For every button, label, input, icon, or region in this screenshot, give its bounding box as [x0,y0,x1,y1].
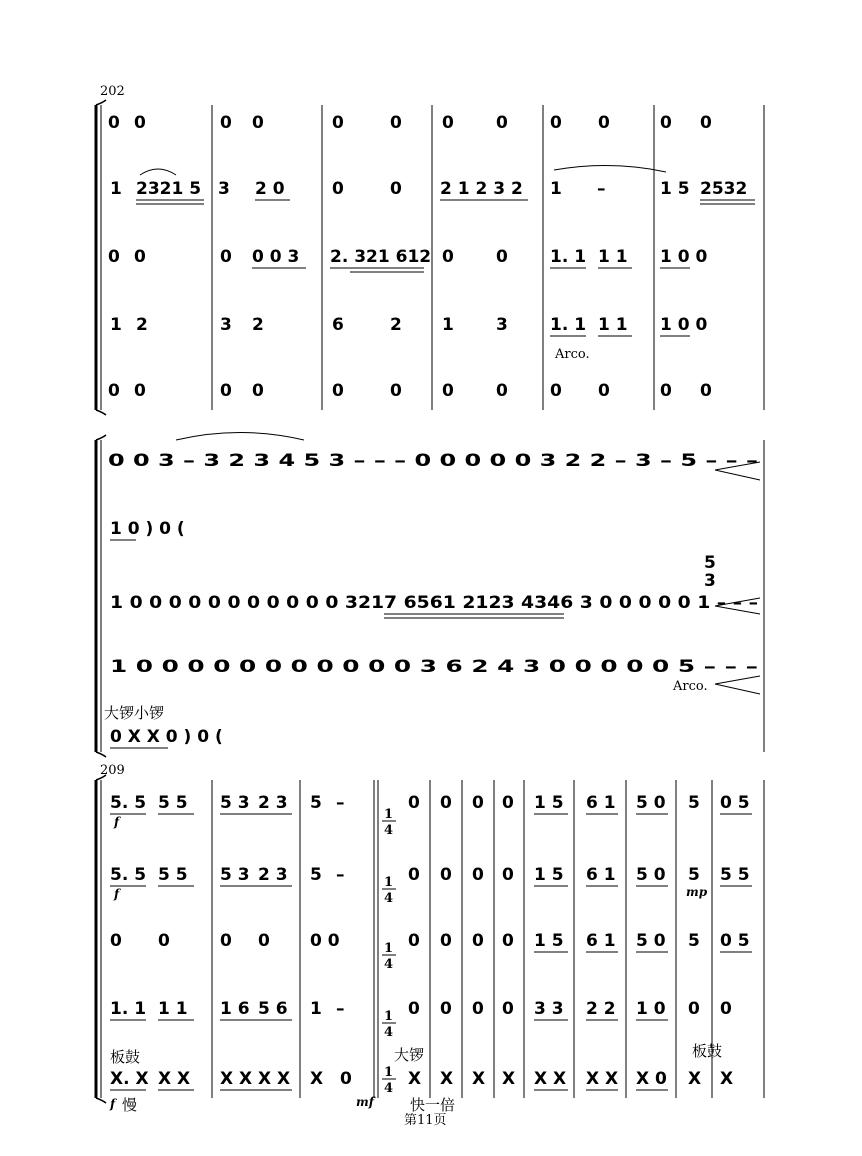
svg-text:X. X: X. X [110,1069,149,1089]
note: 1 5 [660,179,690,199]
note: 1 0 0 [660,247,708,267]
dynamic-f: f [114,815,120,829]
note: 0 [700,113,712,133]
note: 1. 1 [550,247,587,267]
svg-text:0: 0 [408,865,420,885]
note: 0 [700,381,712,401]
svg-text:X X: X X [158,1069,191,1089]
note: 1. 1 [550,315,587,335]
svg-text:0: 0 [472,793,484,813]
svg-text:X: X [440,1069,454,1089]
svg-text:1 5: 1 5 [534,865,564,885]
svg-text:0: 0 [408,999,420,1019]
svg-text:X X: X X [220,1069,253,1089]
note: 0 [108,113,120,133]
note: 2. 321 612 [330,247,432,267]
svg-text:5: 5 [688,931,700,951]
note: 0 [220,381,232,401]
system-3-row-3 [110,931,752,952]
svg-text:5 3: 5 3 [220,865,250,885]
svg-text:1. 1: 1. 1 [110,999,147,1019]
note: 0 [220,113,232,133]
svg-text:5 0: 5 0 [636,931,666,951]
system-2-row-2: 1 0 ) 0 ( [110,519,185,539]
svg-text:0: 0 [110,931,122,951]
note: 0 [332,113,344,133]
note: 2 [390,315,402,335]
svg-text:1 1: 1 1 [158,999,188,1019]
svg-text:X 0: X 0 [636,1069,667,1089]
system-1-row-1 [108,113,712,133]
svg-text:X X: X X [534,1069,567,1089]
system-2-row-4: 1 0 0 0 0 0 0 0 0 0 0 0 3 6 2 4 3 0 0 0 0 0 5 – – – [110,657,758,677]
note: 2 [136,315,148,335]
note: 0 [108,247,120,267]
svg-text:X: X [688,1069,702,1089]
svg-text:5: 5 [310,793,322,813]
note: 0 [442,381,454,401]
tempo-slow: 慢 [122,1096,138,1114]
note: 0 [442,113,454,133]
note: 1 0 0 [660,315,708,335]
svg-text:0: 0 [440,999,452,1019]
note: 0 [496,381,508,401]
svg-text:5 5: 5 5 [158,793,188,813]
note: 1 [110,179,122,199]
note: 0 [252,381,264,401]
dynamic-mp: mp [686,885,708,899]
system-2-row-1: 0 0 3 – 3 2 3 4 5 3 – – – 0 0 0 0 0 3 2 2 – 3 – 5 – – – [108,451,758,471]
note: 1 [442,315,454,335]
svg-text:2 3: 2 3 [258,865,288,885]
svg-text:0 0: 0 0 [310,931,340,951]
svg-text:5: 5 [688,793,700,813]
svg-text:X: X [720,1069,734,1089]
svg-text:–: – [336,999,345,1019]
note: – [597,179,606,199]
note: 0 [550,113,562,133]
svg-text:X: X [310,1069,324,1089]
svg-text:1: 1 [384,1009,394,1024]
note: 6 [332,315,344,335]
svg-text:5: 5 [704,553,716,573]
svg-text:1 0: 1 0 [636,999,666,1019]
note: 1 1 [598,247,628,267]
note: 0 [108,381,120,401]
svg-text:1 5: 1 5 [534,931,564,951]
svg-text:0: 0 [688,999,700,1019]
svg-text:4: 4 [384,1081,394,1096]
svg-text:0: 0 [408,793,420,813]
system-1-row-5 [108,381,712,401]
svg-text:0: 0 [220,931,232,951]
svg-text:0: 0 [258,931,270,951]
svg-text:X: X [408,1069,422,1089]
svg-text:0: 0 [440,793,452,813]
note: 0 [390,179,402,199]
note: 0 [598,381,610,401]
measure-number-209: 209 [100,763,125,778]
note: 0 0 3 [252,247,300,267]
system-2-chord [704,553,716,591]
svg-text:X: X [502,1069,516,1089]
system-3-row-5 [110,1069,733,1090]
svg-text:3 3: 3 3 [534,999,564,1019]
note: 0 [442,247,454,267]
svg-text:0: 0 [158,931,170,951]
percussion-label-gongs: 大锣小锣 [104,704,165,722]
svg-text:6 1: 6 1 [586,931,616,951]
svg-text:1: 1 [384,807,394,822]
system-3-row-2 [110,865,752,886]
svg-text:0: 0 [472,931,484,951]
svg-text:5 5: 5 5 [720,865,750,885]
dynamic-f-3: f [110,1097,116,1111]
note: 2532 [700,179,748,199]
note: 0 [332,381,344,401]
svg-text:5: 5 [310,865,322,885]
svg-text:0: 0 [472,865,484,885]
note: 1 [110,315,122,335]
percussion-label-bangu-2: 板鼓 [692,1042,723,1060]
svg-text:1 5: 1 5 [534,793,564,813]
arco-marking: Arco. [555,347,590,362]
svg-text:0: 0 [502,931,514,951]
svg-text:4: 4 [384,1025,394,1040]
note: 0 [496,113,508,133]
svg-text:0: 0 [502,865,514,885]
svg-text:0: 0 [502,999,514,1019]
svg-text:–: – [336,865,345,885]
note: 0 [134,247,146,267]
svg-text:5. 5: 5. 5 [110,793,147,813]
svg-text:–: – [336,793,345,813]
page-number: 第11页 [404,1113,447,1128]
dynamic-f-2: f [114,887,120,901]
note: 3 [218,179,230,199]
note: 0 [134,113,146,133]
note: 2 1 2 3 2 [440,179,523,199]
svg-text:5 3: 5 3 [220,793,250,813]
svg-text:X X: X X [258,1069,291,1089]
svg-text:0: 0 [720,999,732,1019]
note: 1 1 [598,315,628,335]
svg-text:X: X [472,1069,486,1089]
svg-text:5 0: 5 0 [636,865,666,885]
percussion-label-big-gong: 大锣 [394,1046,425,1064]
system-3-row-1 [110,793,752,814]
svg-text:6 1: 6 1 [586,793,616,813]
system-1-row-4 [110,315,707,336]
system-2-row-5: 0 X X 0 ) 0 ( [110,727,223,747]
svg-text:1: 1 [384,941,394,956]
system-2-row-3: 1 0 0 0 0 0 0 0 0 0 0 0 3217 6561 2123 4346 3 0 0 0 0 0 1 – – – [110,593,758,613]
svg-text:0: 0 [472,999,484,1019]
svg-text:0 5: 0 5 [720,931,750,951]
note: 0 [660,381,672,401]
svg-text:0 5: 0 5 [720,793,750,813]
note: 0 [252,113,264,133]
svg-text:5: 5 [688,865,700,885]
svg-text:4: 4 [384,957,394,972]
system-1-row-3 [108,247,707,272]
note: 2321 5 [136,179,202,199]
svg-text:1: 1 [310,999,322,1019]
note: 0 [390,113,402,133]
measure-number-202: 202 [100,84,125,99]
note: 0 [390,381,402,401]
svg-text:1 6: 1 6 [220,999,250,1019]
svg-text:5 6: 5 6 [258,999,288,1019]
note: 0 [660,113,672,133]
svg-text:5 5: 5 5 [158,865,188,885]
dynamic-mf: mf [356,1095,374,1109]
svg-text:3: 3 [704,571,716,591]
note: 0 [496,247,508,267]
svg-text:6 1: 6 1 [586,865,616,885]
note: 0 [134,381,146,401]
svg-text:4: 4 [384,891,394,906]
note: 2 [252,315,264,335]
svg-text:X X: X X [586,1069,619,1089]
tempo-double: 快一倍 [410,1096,456,1114]
percussion-label-bangu: 板鼓 [110,1048,141,1066]
svg-text:2 2: 2 2 [586,999,616,1019]
note: 2 0 [255,179,285,199]
arco-marking-2: Arco. [673,679,708,694]
note: 1 [550,179,562,199]
svg-text:0: 0 [440,865,452,885]
svg-text:2 3: 2 3 [258,793,288,813]
system-3-row-4 [110,999,732,1020]
svg-text:0: 0 [440,931,452,951]
svg-text:0: 0 [408,931,420,951]
note: 0 [332,179,344,199]
svg-text:5 0: 5 0 [636,793,666,813]
note: 0 [550,381,562,401]
svg-text:0: 0 [502,793,514,813]
note: 0 [220,247,232,267]
svg-text:5. 5: 5. 5 [110,865,147,885]
svg-text:1: 1 [384,1065,394,1080]
svg-text:1: 1 [384,875,394,890]
note: 0 [598,113,610,133]
note: 3 [496,315,508,335]
note: 3 [220,315,232,335]
svg-text:0: 0 [340,1069,352,1089]
svg-text:4: 4 [384,823,394,838]
